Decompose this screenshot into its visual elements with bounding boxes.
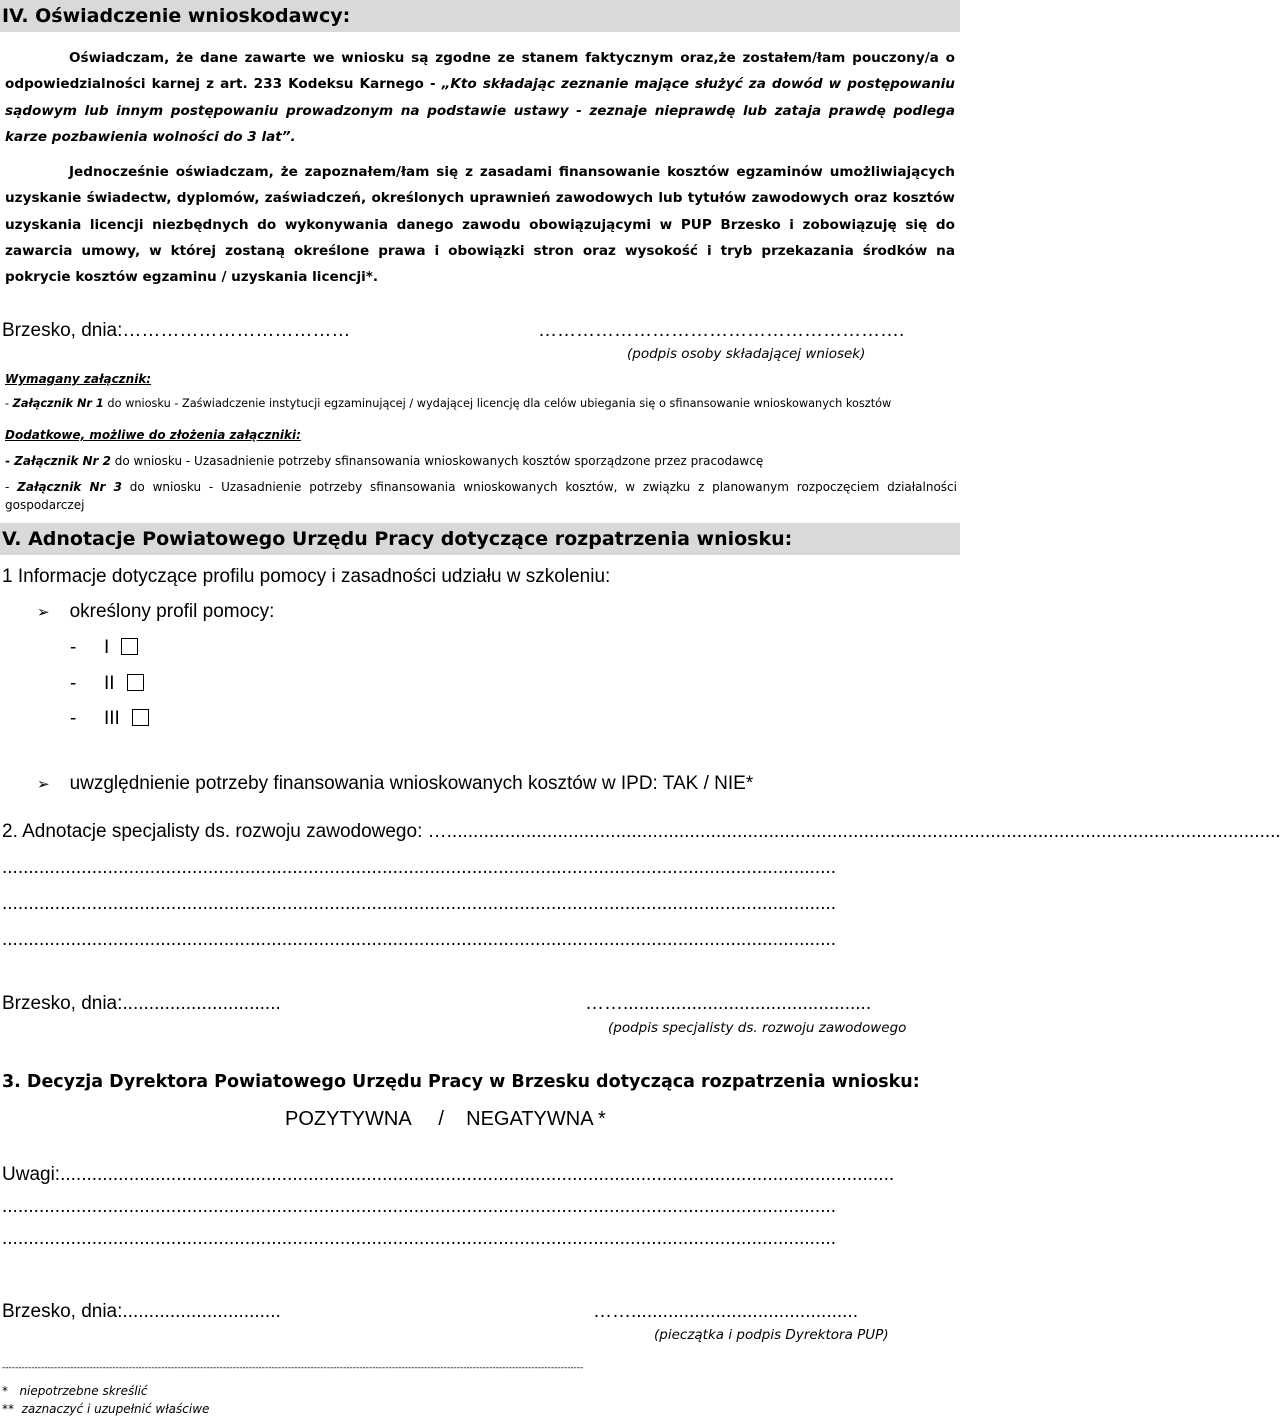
declaration-quote: „Kto składając zeznanie mające służyć za dowód w postępowaniu sądowym lub innym postępowaniu prowadzonym na podstawie ustawy - zeznaje nieprawdę lub zataja prawdę podlega karze pozbawienia wolności do 3 lat”.: [5, 76, 955, 145]
profile-info-heading: 1 Informacje dotyczące profilu pomocy i zasadności udziału w szkoleniu:: [2, 566, 611, 587]
director-signature-caption: (pieczątka i podpis Dyrektora PUP): [654, 1327, 889, 1343]
specialist-notes-line[interactable]: ..............................................................................................................................................................: [2, 893, 837, 914]
financing-paragraph: [5, 159, 955, 290]
footnote-2: ** zaznaczyć i uzupełnić właściwe: [2, 1402, 210, 1416]
remarks-label: Uwagi:: [2, 1164, 61, 1185]
attachment-3: [5, 478, 957, 514]
profile-dash: -: [70, 673, 77, 694]
profile-option-3[interactable]: [70, 707, 149, 731]
profile-option-2[interactable]: [70, 672, 144, 696]
specialist-notes-line[interactable]: ..............................................................................................................................................................: [2, 929, 837, 950]
profile-dash: -: [70, 637, 77, 658]
ipd-label: uwzględnienie potrzeby finansowania wnioskowanych kosztów w IPD: TAK / NIE*: [69, 773, 754, 794]
specialist-date-field[interactable]: Brzesko, dnia:..............................: [2, 993, 281, 1014]
profile-dash: -: [70, 708, 77, 729]
section-v-title: V. Adnotacje Powiatowego Urzędu Pracy dotyczące rozpatrzenia wniosku:: [0, 523, 960, 555]
dot-line: ..............................................................................................................................................................: [60, 1164, 895, 1185]
required-attachment-label: Wymagany załącznik:: [5, 372, 152, 386]
specialist-notes-line[interactable]: ..............................................................................................................................................................: [2, 857, 837, 878]
attachment-1-text: do wniosku - Zaświadczenie instytucji egzaminującej / wydającej licencję dla celów ubiegania się o sfinansowanie wnioskowanych kosztów: [103, 397, 892, 410]
optional-attachments-label: Dodatkowe, możliwe do złożenia załączniki:: [5, 428, 301, 442]
profile-option-2-label: II: [104, 673, 115, 694]
financing-text: Jednocześnie oświadczam, że zapoznałem/łam się z zasadami finansowanie kosztów egzaminów umożliwiających uzyskanie świadectw, dyplomów, zaświadczeń, określonych uprawnień zawodowych lub tytułów zawodowych oraz kosztów uzyskania licencji niezbędnych do wykonywania danego zawodu obowiązującymi w PUP Brzesko i zobowiązuję się do zawarcia umowy, w której zostaną określone prawa i obowiązki stron oraz wysokość i tryb przekazania środków na pokrycie kosztów egzaminu / uzyskania licencji*.: [5, 164, 955, 286]
profile-bullet: [37, 600, 274, 624]
bullet-arrow-icon: ➢: [37, 775, 50, 793]
attachment-1: [5, 395, 955, 413]
footnote-rule: -----------------------------------------------------------------------------------------------------------------------------------------------------------------------------------: [2, 1363, 584, 1373]
profile-3-checkbox[interactable]: [132, 709, 149, 726]
remarks-field[interactable]: [2, 1163, 957, 1187]
remarks-line[interactable]: ..............................................................................................................................................................: [2, 1228, 837, 1249]
applicant-signature-caption: (podpis osoby składającej wniosek): [627, 346, 866, 362]
attachment-1-prefix: -: [5, 397, 13, 410]
dot-line: ..............................................................................................................................................................: [446, 821, 1281, 842]
specialist-notes-field[interactable]: [2, 820, 1281, 844]
director-date-field[interactable]: Brzesko, dnia:..............................: [2, 1301, 281, 1322]
attachment-1-name: Załącznik Nr 1: [12, 397, 104, 410]
profile-2-checkbox[interactable]: [127, 674, 144, 691]
remarks-line[interactable]: ..............................................................................................................................................................: [2, 1196, 837, 1217]
profile-1-checkbox[interactable]: [121, 638, 138, 655]
attachment-2: [5, 452, 763, 470]
attachment-2-name: Załącznik Nr 2: [14, 454, 111, 468]
specialist-notes-label: 2. Adnotacje specjalisty ds. rozwoju zawodowego: …: [2, 821, 447, 842]
declaration-lead: Oświadczam, że dane zawarte we wniosku są zgodne ze stanem faktycznym oraz,że zostałem/łam pouczony/a o odpowiedzialności karnej z art. 233 Kodeksu Karnego -: [5, 50, 955, 93]
footnote-1: * niepotrzebne skreślić: [2, 1384, 148, 1398]
profile-option-1[interactable]: [70, 636, 138, 660]
attachment-3-text: do wniosku - Uzasadnienie potrzeby sfinansowania wnioskowanych kosztów, w związku z planowanym rozpoczęciem działalności gospodarczej: [5, 480, 957, 512]
profile-option-1-label: I: [104, 637, 110, 658]
attachment-3-name: Załącznik Nr 3: [17, 480, 122, 494]
director-signature-field[interactable]: ……...........................................: [593, 1301, 858, 1322]
section-iv-title: IV. Oświadczenie wnioskodawcy:: [0, 0, 960, 32]
bullet-arrow-icon: ➢: [37, 603, 50, 621]
specialist-signature-caption: (podpis specjalisty ds. rozwoju zawodowego: [608, 1020, 907, 1036]
profile-label: określony profil pomocy:: [69, 601, 275, 622]
attachment-3-prefix: -: [5, 480, 18, 494]
ipd-bullet: [37, 772, 753, 796]
specialist-signature-field[interactable]: ……...............................................: [585, 993, 872, 1014]
declaration-paragraph: [5, 45, 955, 150]
decision-title: 3. Decyzja Dyrektora Powiatowego Urzędu Pracy w Brzesku dotycząca rozpatrzenia wniosku:: [2, 1072, 920, 1092]
attachment-2-prefix: -: [5, 454, 15, 468]
applicant-signature-field[interactable]: ………………………………………………….: [538, 320, 905, 341]
profile-option-3-label: III: [104, 708, 120, 729]
attachment-2-text: do wniosku - Uzasadnienie potrzeby sfinansowania wnioskowanych kosztów sporządzone przez pracodawcę: [110, 454, 764, 468]
decision-options[interactable]: POZYTYWNA / NEGATYWNA *: [285, 1108, 606, 1130]
applicant-date-field[interactable]: Brzesko, dnia:………………………………: [2, 320, 351, 341]
